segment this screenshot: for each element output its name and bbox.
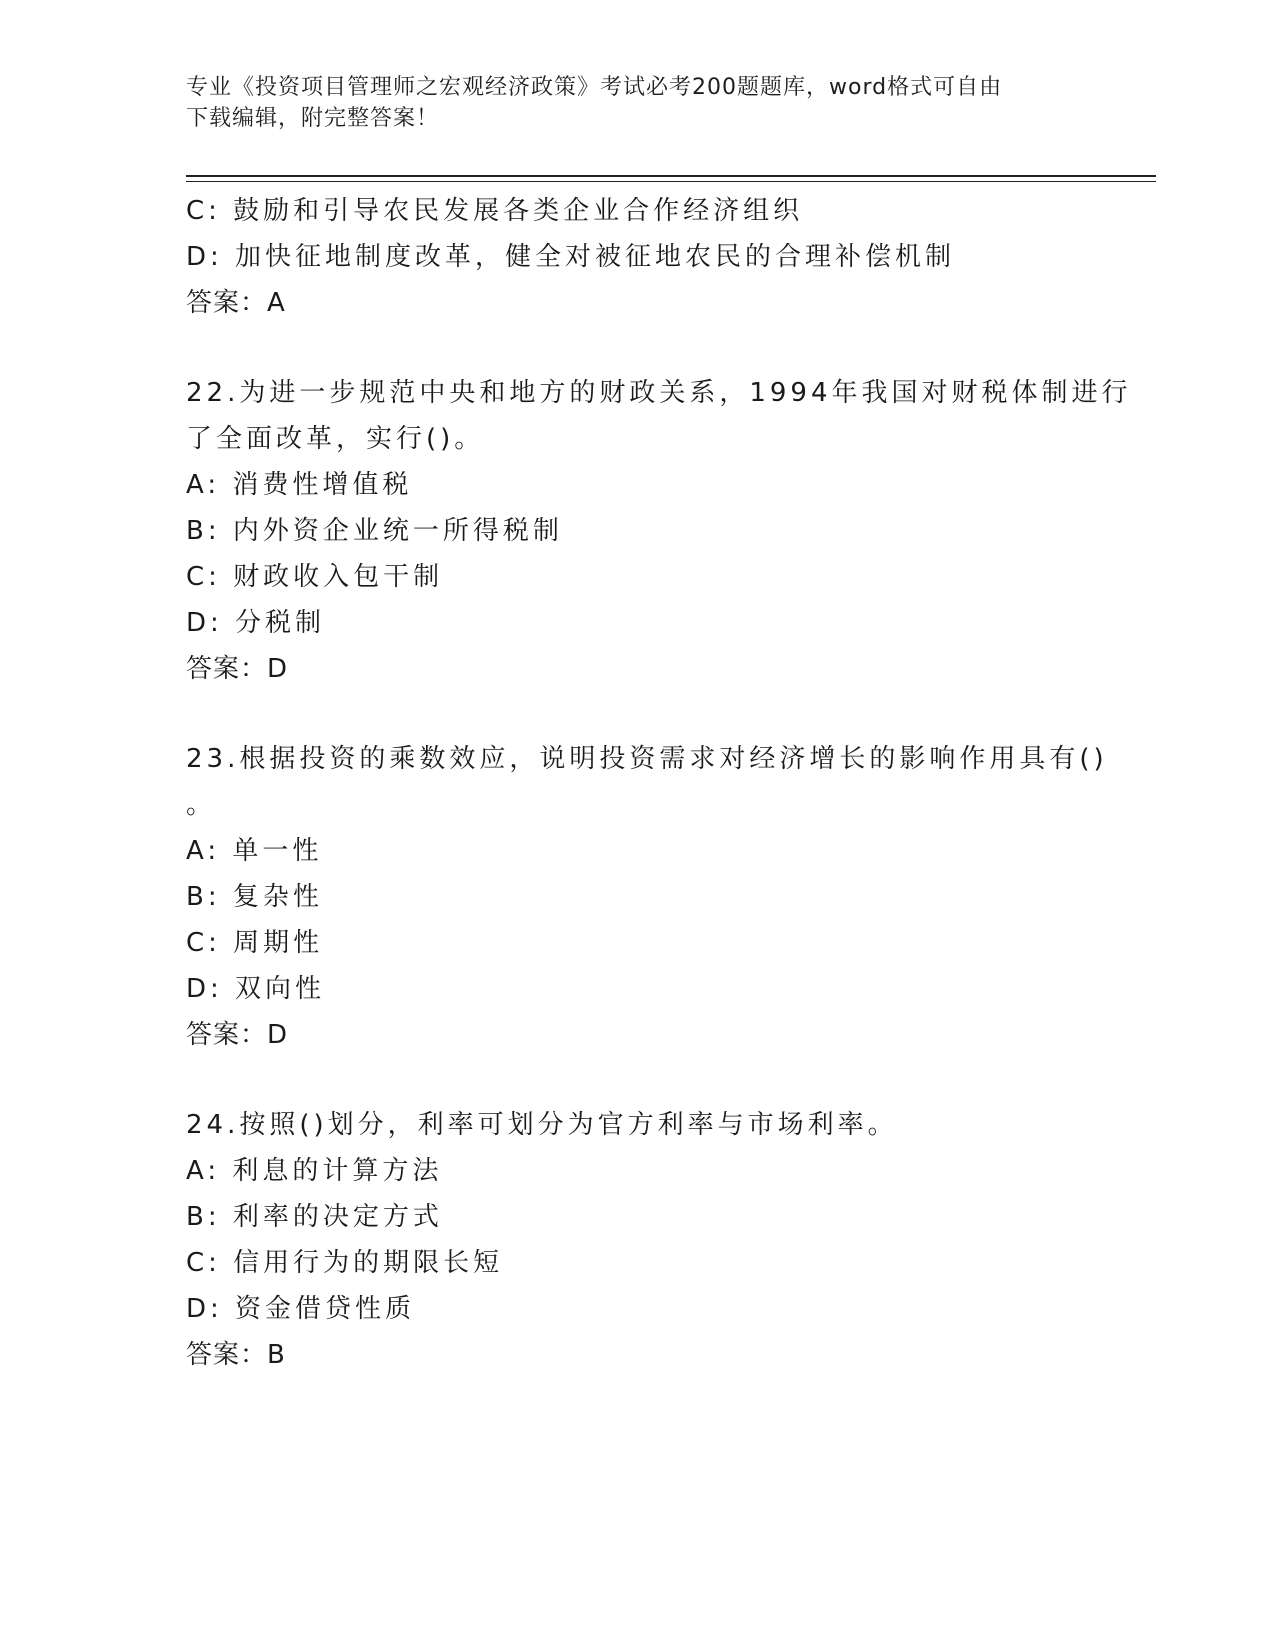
page-header: [186, 72, 1086, 134]
option-d: D: 分税制: [186, 608, 326, 638]
option-d: D: 加快征地制度改革，健全对被征地农民的合理补偿机制: [186, 242, 956, 272]
option-c: C: 周期性: [186, 928, 324, 958]
spacer: [186, 326, 1086, 370]
question-stem-line-1: 22.为进一步规范中央和地方的财政关系，1994年我国对财税体制进行: [186, 378, 1132, 408]
option-a: A: 消费性增值税: [186, 470, 413, 500]
answer-line: 答案：B: [186, 1340, 286, 1370]
question-22: [186, 370, 1132, 692]
option-d: D: 资金借贷性质: [186, 1294, 416, 1324]
header-divider-thin: [186, 181, 1156, 182]
option-c: C: 鼓励和引导农民发展各类企业合作经济组织: [186, 196, 804, 226]
option-d: D: 双向性: [186, 974, 326, 1004]
answer-line: 答案：D: [186, 1020, 289, 1050]
question-stem-line-1: 23.根据投资的乘数效应，说明投资需求对经济增长的影响作用具有(): [186, 744, 1108, 774]
spacer: [186, 1058, 1086, 1102]
answer-line: 答案：A: [186, 288, 286, 318]
question-content: [186, 188, 1132, 1378]
question-stem-line-2: 了全面改革，实行()。: [186, 424, 485, 454]
option-c: C: 信用行为的期限长短: [186, 1248, 504, 1278]
question-24: [186, 1102, 1086, 1378]
carryover-question: [186, 188, 1086, 326]
header-line-1: 专业《投资项目管理师之宏观经济政策》考试必考200题题库，word格式可自由: [186, 75, 1003, 100]
question-stem-line-2: 。: [186, 790, 217, 820]
option-b: B: 内外资企业统一所得税制: [186, 516, 563, 546]
question-stem-line-1: 24.按照()划分，利率可划分为官方利率与市场利率。: [186, 1110, 898, 1140]
answer-line: 答案：D: [186, 654, 289, 684]
question-23: [186, 736, 1108, 1058]
option-c: C: 财政收入包干制: [186, 562, 444, 592]
option-a: A: 利息的计算方法: [186, 1156, 443, 1186]
header-line-2: 下载编辑，附完整答案！: [186, 106, 440, 131]
header-divider-thick: [186, 175, 1156, 177]
option-a: A: 单一性: [186, 836, 323, 866]
spacer: [186, 692, 1086, 736]
option-b: B: 利率的决定方式: [186, 1202, 443, 1232]
option-b: B: 复杂性: [186, 882, 323, 912]
